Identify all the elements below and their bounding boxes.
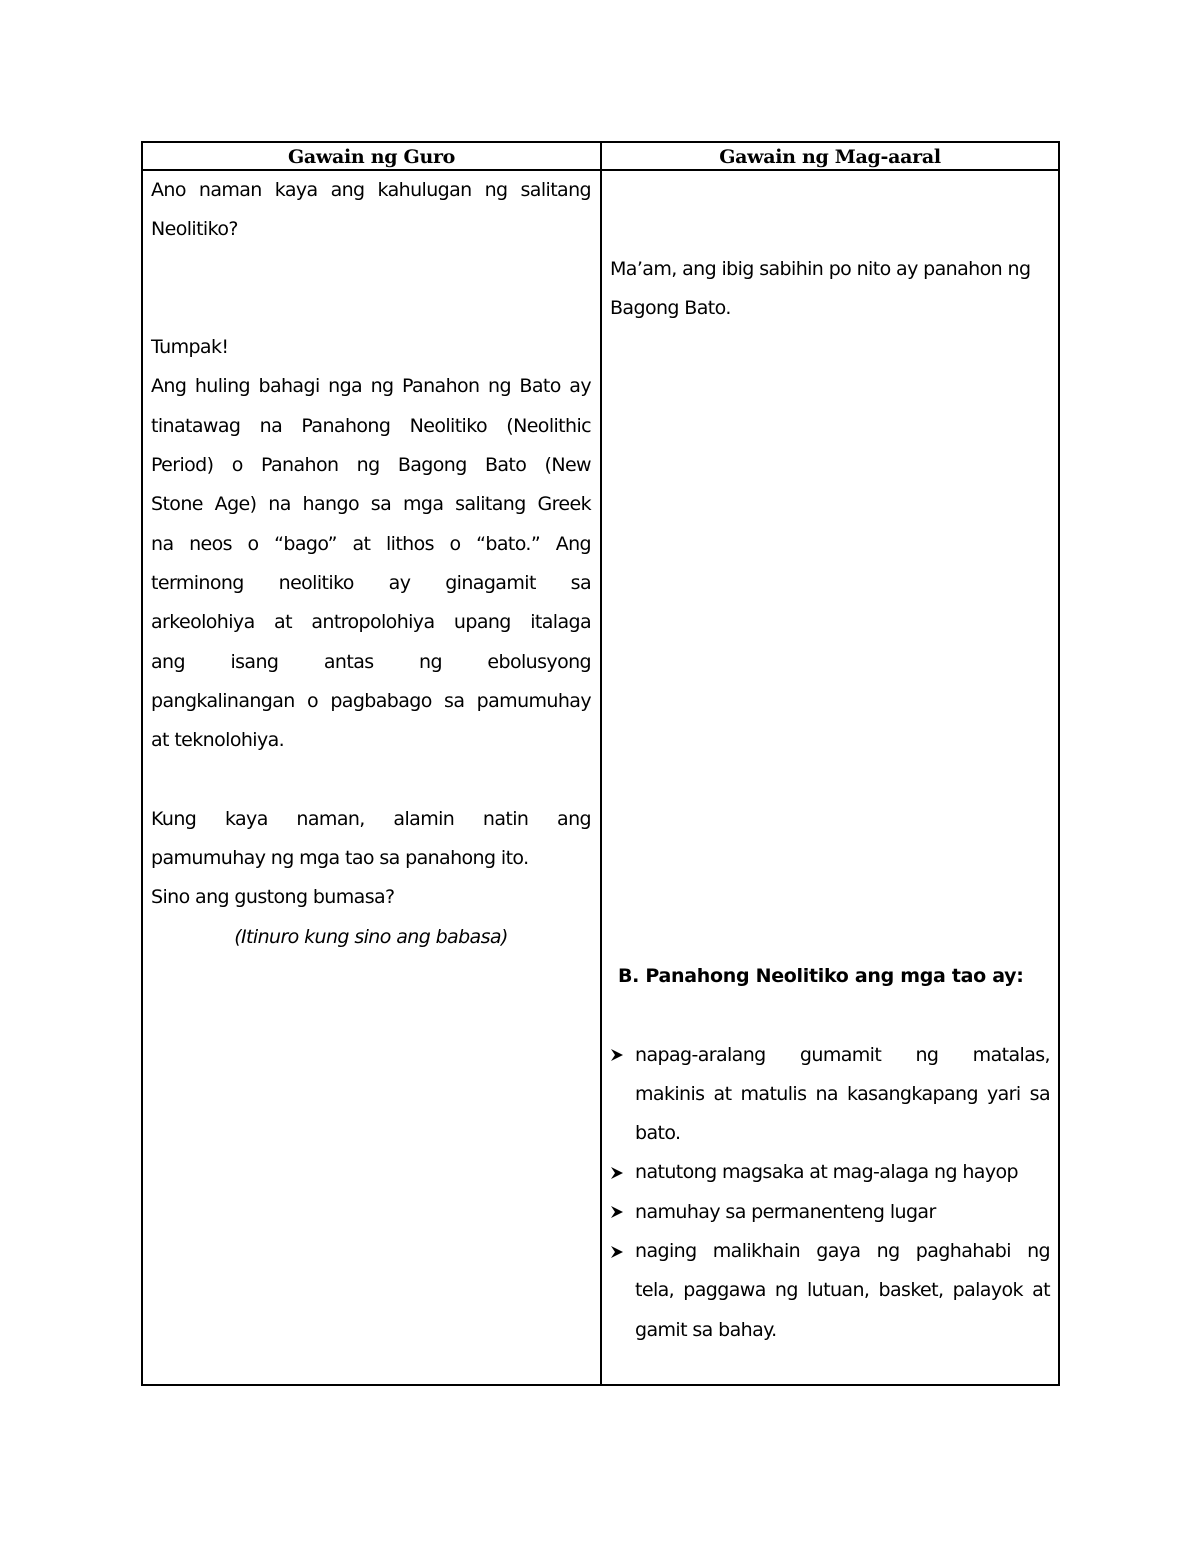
list-item [610, 1153, 1050, 1192]
paragraph-line-2: tinatawag na Panahong Neolitiko (Neolithic [151, 414, 591, 437]
list-item [610, 1232, 1050, 1350]
list-item-line: naging malikhain gaya ng paghahabi ng [635, 1240, 1050, 1263]
section-heading: B. Panahong Neolitiko ang mga tao ay: [618, 964, 1024, 987]
list-item-line: tela, paggawa ng lutuan, basket, palayok at [635, 1279, 1050, 1302]
header-teacher-activity: Gawain ng Guro [287, 146, 456, 168]
answer-line-1: Ma’am, ang ibig sabihin po nito ay panahon ng [610, 257, 1031, 280]
paragraph-line-3: Period) o Panahon ng Bagong Bato (New [151, 454, 591, 477]
list-item-line: napag-aralang gumamit ng matalas, [635, 1043, 1050, 1066]
question-line-2: Neolitiko? [151, 218, 238, 241]
column-divider [600, 143, 602, 1384]
transition-line-2: pamumuhay ng mga tao sa panahong ito. [151, 847, 529, 870]
lesson-table [141, 141, 1060, 1386]
spacer [151, 250, 591, 329]
paragraph-line-7: arkeolohiya at antropolohiya upang italaga [151, 611, 591, 634]
list-item-line: bato. [635, 1122, 681, 1145]
paragraph-line-8: ang isang antas ng ebolusyong [151, 650, 591, 673]
paragraph-line-6: terminong neolitiko ay ginagamit sa [151, 571, 591, 594]
list-item-line: gamit sa bahay. [635, 1318, 777, 1341]
list-item [610, 1036, 1050, 1154]
list-item-line: namuhay sa permanenteng lugar [635, 1200, 936, 1223]
header-student-activity: Gawain ng Mag-aaral [719, 146, 941, 168]
paragraph-line-1: Ang huling bahagi nga ng Panahon ng Bato ay [151, 375, 591, 398]
arrowhead-bullet-icon [610, 1193, 628, 1232]
arrowhead-bullet-icon [610, 1153, 628, 1192]
praise-text: Tumpak! [151, 336, 229, 359]
stage-direction-note: (Itinuro kung sino ang babasa) [234, 925, 508, 948]
question-line-1: Ano naman kaya ang kahulugan ng salitang [151, 179, 591, 201]
arrowhead-bullet-icon [610, 1036, 628, 1075]
reader-question: Sino ang gustong bumasa? [151, 886, 395, 909]
spacer [610, 171, 1050, 250]
teacher-cell [151, 171, 591, 957]
list-item [610, 1193, 1050, 1232]
list-item-line: natutong magsaka at mag-alaga ng hayop [635, 1161, 1018, 1184]
paragraph-line-9: pangkalinangan o pagbabago sa pamumuhay [151, 689, 591, 712]
list-item-line: makinis at matulis na kasangkapang yari sa [635, 1082, 1050, 1105]
paragraph-line-4: Stone Age) na hango sa mga salitang Greek [151, 493, 591, 516]
spacer [610, 996, 1050, 1035]
answer-line-2: Bagong Bato. [610, 296, 731, 319]
paragraph-line-10: at teknolohiya. [151, 729, 285, 752]
spacer [610, 328, 1050, 957]
spacer [151, 760, 591, 799]
paragraph-line-5: na neos o “bago” at lithos o “bato.” Ang [151, 532, 591, 555]
student-cell [610, 171, 1050, 1350]
transition-line-1: Kung kaya naman, alamin natin ang [151, 807, 591, 830]
arrowhead-bullet-icon [610, 1232, 628, 1271]
